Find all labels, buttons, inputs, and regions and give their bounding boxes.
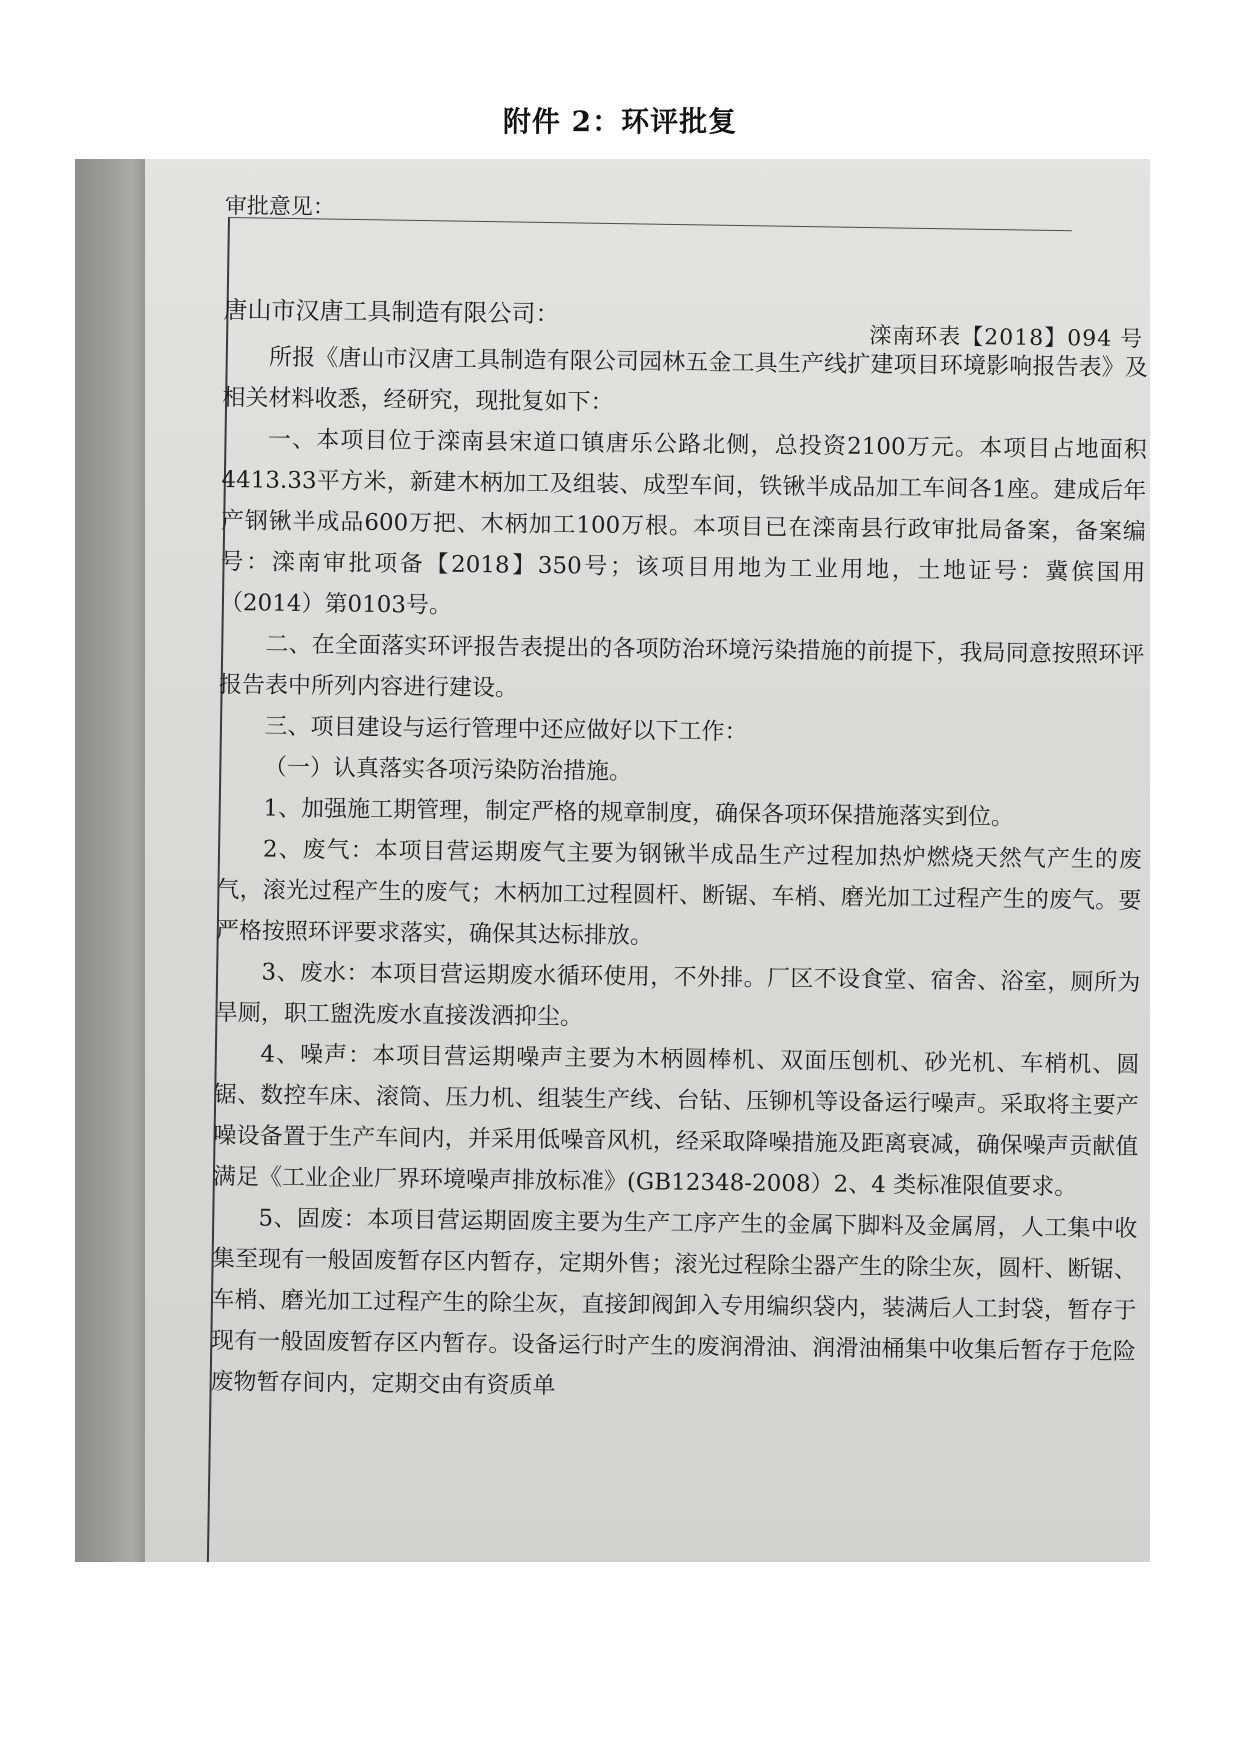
paragraph: 5、固废：本项目营运期固废主要为生产工序产生的金属下脚料及金属屑，人工集中收集至现有一般固废暂存区内暂存，定期外售；滚光过程除尘器产生的除尘灰，圆杆、断锯、车梢、磨光加工过程产生的除尘灰，直接卸阀卸入专用编织袋内，装满后人工封袋，暂存于现有一般固废暂存区内暂存。设备运行时产生的废润滑油、润滑油桶集中收集后暂存于危险废物暂存间内，定期交由有资质单 [210,1205,1138,1400]
document-number: 滦南环表【2018】094 号 [869,323,1144,353]
paper-sheet [145,159,1150,1562]
addressee: 唐山市汉唐工具制造有限公司： [223,295,560,329]
paragraph: 4、噪声：本项目营运期噪声主要为木柄圆棒机、双面压刨机、砂光机、车梢机、圆锯、数控车床、滚筒、压力机、组装生产线、台钻、压铆机等设备运行噪声。采取将主要产噪设备置于生产车间内，并采用低噪音风机，经采取降噪措施及距离衰减，确保噪声贡献值满足《工业企业厂界环境噪声排放标准》(GB12348-2008）2、4 类标准限值要求。 [212,1041,1140,1201]
document-photo [75,159,1150,1562]
page-title: 附件 2：环评批复 [502,105,738,138]
paragraph: 1、加强施工期管理，制定严格的规章制度，确保各项环保措施落实到位。 [263,795,1015,831]
paragraph: 3、废水：本项目营运期废水循环使用，不外排。厂区不设食堂、宿舍、浴室，厕所为旱厕，职工盥洗废水直接泼洒抑尘。 [214,959,1141,1031]
paragraph: 2、废气：本项目营运期废气主要为钢锹半成品生产过程加热炉燃烧天然气产生的废气，滚光过程产生的废气；木柄加工过程圆杆、断锯、车梢、磨光加工过程产生的废气。要严格按照环评要求落实，确保其达标排放。 [215,836,1143,950]
paragraph: 二、在全面落实环评报告表提出的各项防治环境污染措施的前提下，我局同意按照环评报告表中所列内容进行建设。 [218,631,1145,702]
paragraph: （一）认真落实各项污染防治措施。 [263,754,633,786]
document-body [210,337,1148,1414]
approval-opinion-label: 审批意见： [224,193,335,221]
paragraph: 三、项目建设与运行管理中还应做好以下工作： [264,713,748,746]
paragraph: 一、本项目位于滦南县宋道口镇唐乐公路北侧，总投资2100万元。本项目占地面积4413.33平方米，新建木柄加工及组装、成型车间，铁锹半成品加工车间各1座。建成后年产钢锹半成品600万把、木柄加工100万根。本项目已在滦南县行政审批局备案，备案编号：滦南审批项备【2018】350号；该项目用地为工业用地，土地证号：冀傧国用（2014）第0103号。 [219,426,1148,619]
paragraph: 所报《唐山市汉唐工具制造有限公司园林五金工具生产线扩建项目环境影响报告表》及相关材料收悉，经研究，现批复如下： [222,344,1149,416]
document-content [210,189,1150,1415]
